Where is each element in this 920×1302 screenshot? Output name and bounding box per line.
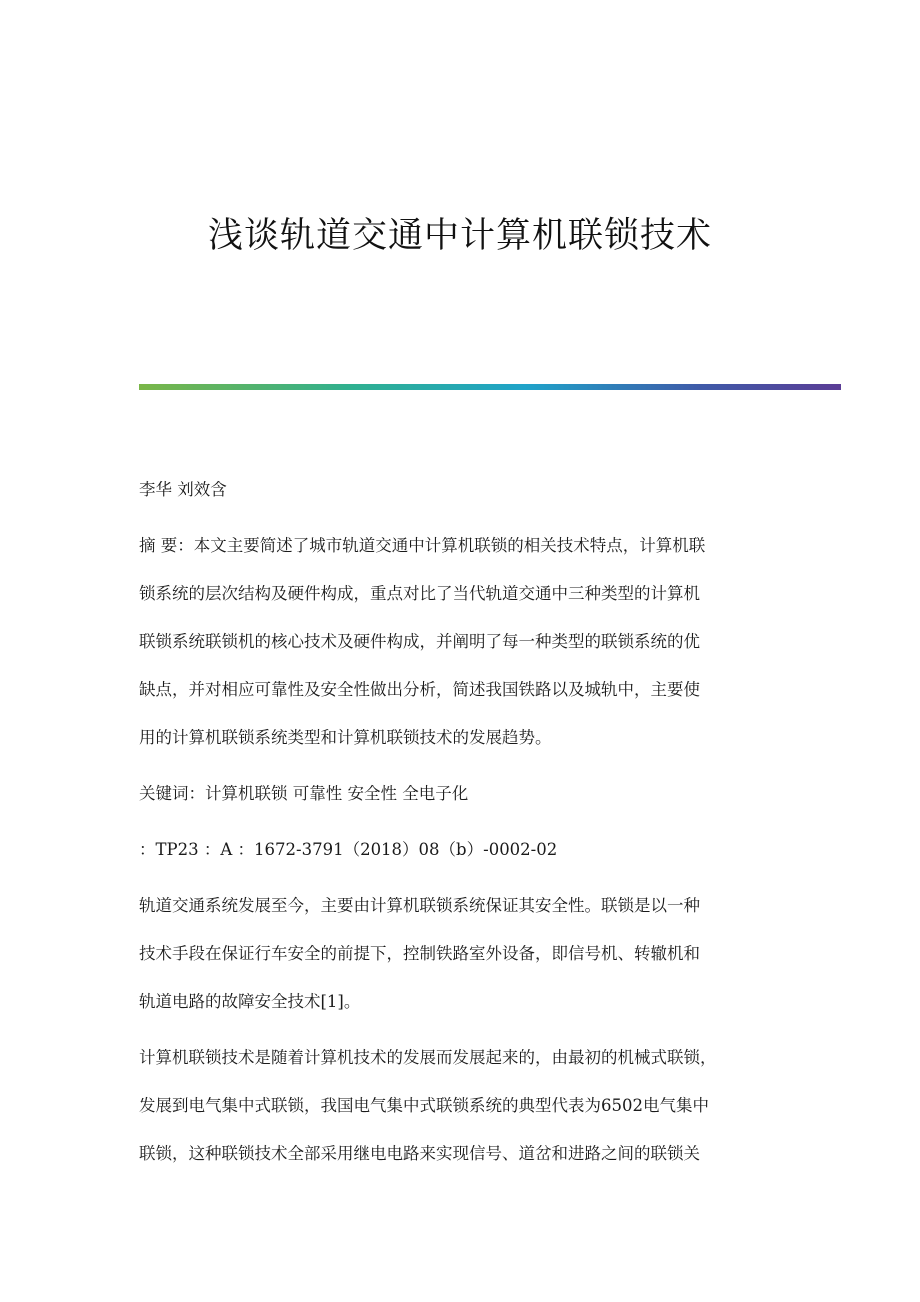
paragraph-line: 轨道电路的故障安全技术[1]。 — [139, 992, 361, 1011]
paper-body — [139, 466, 784, 1178]
abstract-line: 缺点，并对相应可靠性及安全性做出分析，简述我国铁路以及城轨中，主要使 — [139, 680, 700, 699]
abstract-line: 锁系统的层次结构及硬件构成，重点对比了当代轨道交通中三种类型的计算机 — [139, 584, 700, 603]
paragraph-line: 联锁，这种联锁技术全部采用继电电路来实现信号、道岔和进路之间的联锁关 — [139, 1144, 700, 1163]
paragraph-line: 轨道交通系统发展至今，主要由计算机联锁系统保证其安全性。联锁是以一种 — [139, 896, 700, 915]
abstract-line: 用的计算机联锁系统类型和计算机联锁技术的发展趋势。 — [139, 728, 552, 747]
title-divider — [139, 384, 841, 390]
authors: 李华 刘效含 — [139, 480, 227, 499]
paper-title: 浅谈轨道交通中计算机联锁技术 — [207, 216, 712, 256]
abstract-line: 联锁系统联锁机的核心技术及硬件构成，并阐明了每一种类型的联锁系统的优 — [139, 632, 700, 651]
keywords: 关键词：计算机联锁 可靠性 安全性 全电子化 — [139, 784, 469, 803]
classification-info: ：TP23 ：A ：1672-3791（2018）08（b）-0002-02 — [139, 840, 558, 859]
paragraph-line: 技术手段在保证行车安全的前提下，控制铁路室外设备，即信号机、转辙机和 — [139, 944, 700, 963]
abstract — [139, 522, 784, 762]
abstract-line: 摘 要：本文主要简述了城市轨道交通中计算机联锁的相关技术特点，计算机联 — [139, 536, 706, 555]
body-paragraph-1 — [139, 882, 784, 1026]
paragraph-line: 计算机联锁技术是随着计算机技术的发展而发展起来的，由最初的机械式联锁， — [139, 1048, 717, 1067]
paragraph-line: 发展到电气集中式联锁，我国电气集中式联锁系统的典型代表为6502电气集中 — [139, 1096, 709, 1115]
body-paragraph-2 — [139, 1034, 784, 1178]
